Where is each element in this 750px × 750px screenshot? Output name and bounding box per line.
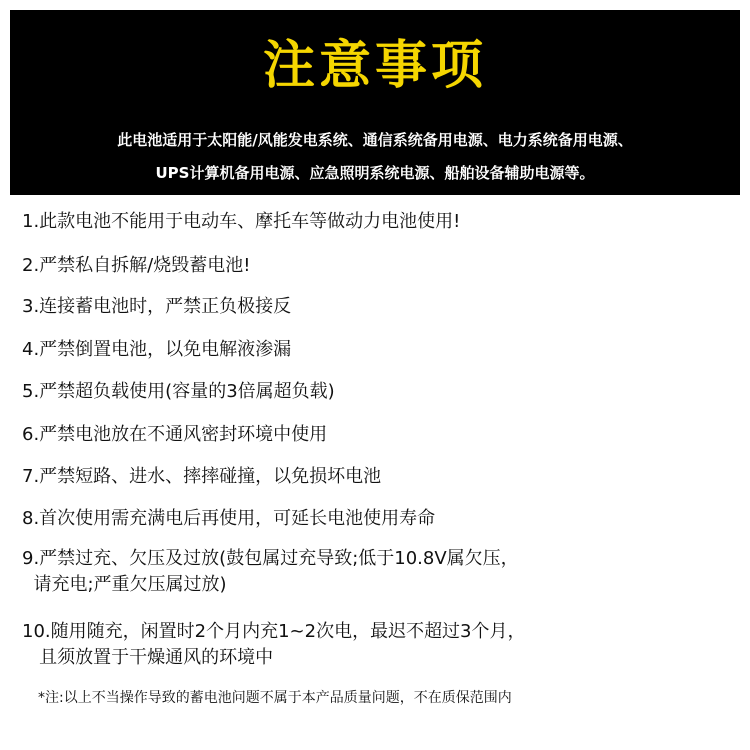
precaution-item-1: 1.此款电池不能用于电动车、摩托车等做动力电池使用! — [22, 211, 461, 232]
precaution-item-9-cont: 请充电;严重欠压属过放) — [22, 574, 227, 595]
intro-line-1: 此电池适用于太阳能/风能发电系统、通信系统备用电源、电力系统备用电源、 — [117, 131, 633, 149]
precaution-item-10-cont: 且须放置于干燥通风的环境中 — [22, 647, 274, 668]
precaution-item-9: 9.严禁过充、欠压及过放(鼓包属过充导致;低于10.8V属欠压， — [22, 548, 519, 569]
precaution-item-2: 2.严禁私自拆解/烧毁蓄电池! — [22, 255, 251, 276]
disclaimer-note: *注:以上不当操作导致的蓄电池问题不属于本产品质量问题，不在质保范围内 — [38, 690, 512, 706]
precaution-item-7: 7.严禁短路、进水、摔摔碰撞，以免损坏电池 — [22, 466, 382, 487]
page-title: 注意事项 — [262, 36, 487, 96]
precaution-item-8: 8.首次使用需充满电后再使用，可延长电池使用寿命 — [22, 508, 436, 529]
header-banner — [10, 10, 740, 195]
precaution-item-5: 5.严禁超负载使用(容量的3倍属超负载) — [22, 381, 335, 402]
precaution-item-4: 4.严禁倒置电池，以免电解液渗漏 — [22, 339, 292, 360]
precaution-item-10: 10.随用随充，闲置时2个月内充1~2次电，最迟不超过3个月， — [22, 621, 526, 642]
precaution-item-3: 3.连接蓄电池时，严禁正负极接反 — [22, 296, 292, 317]
precaution-item-6: 6.严禁电池放在不通风密封环境中使用 — [22, 424, 328, 445]
intro-line-2: UPS计算机备用电源、应急照明系统电源、船舶设备辅助电源等。 — [155, 164, 595, 182]
